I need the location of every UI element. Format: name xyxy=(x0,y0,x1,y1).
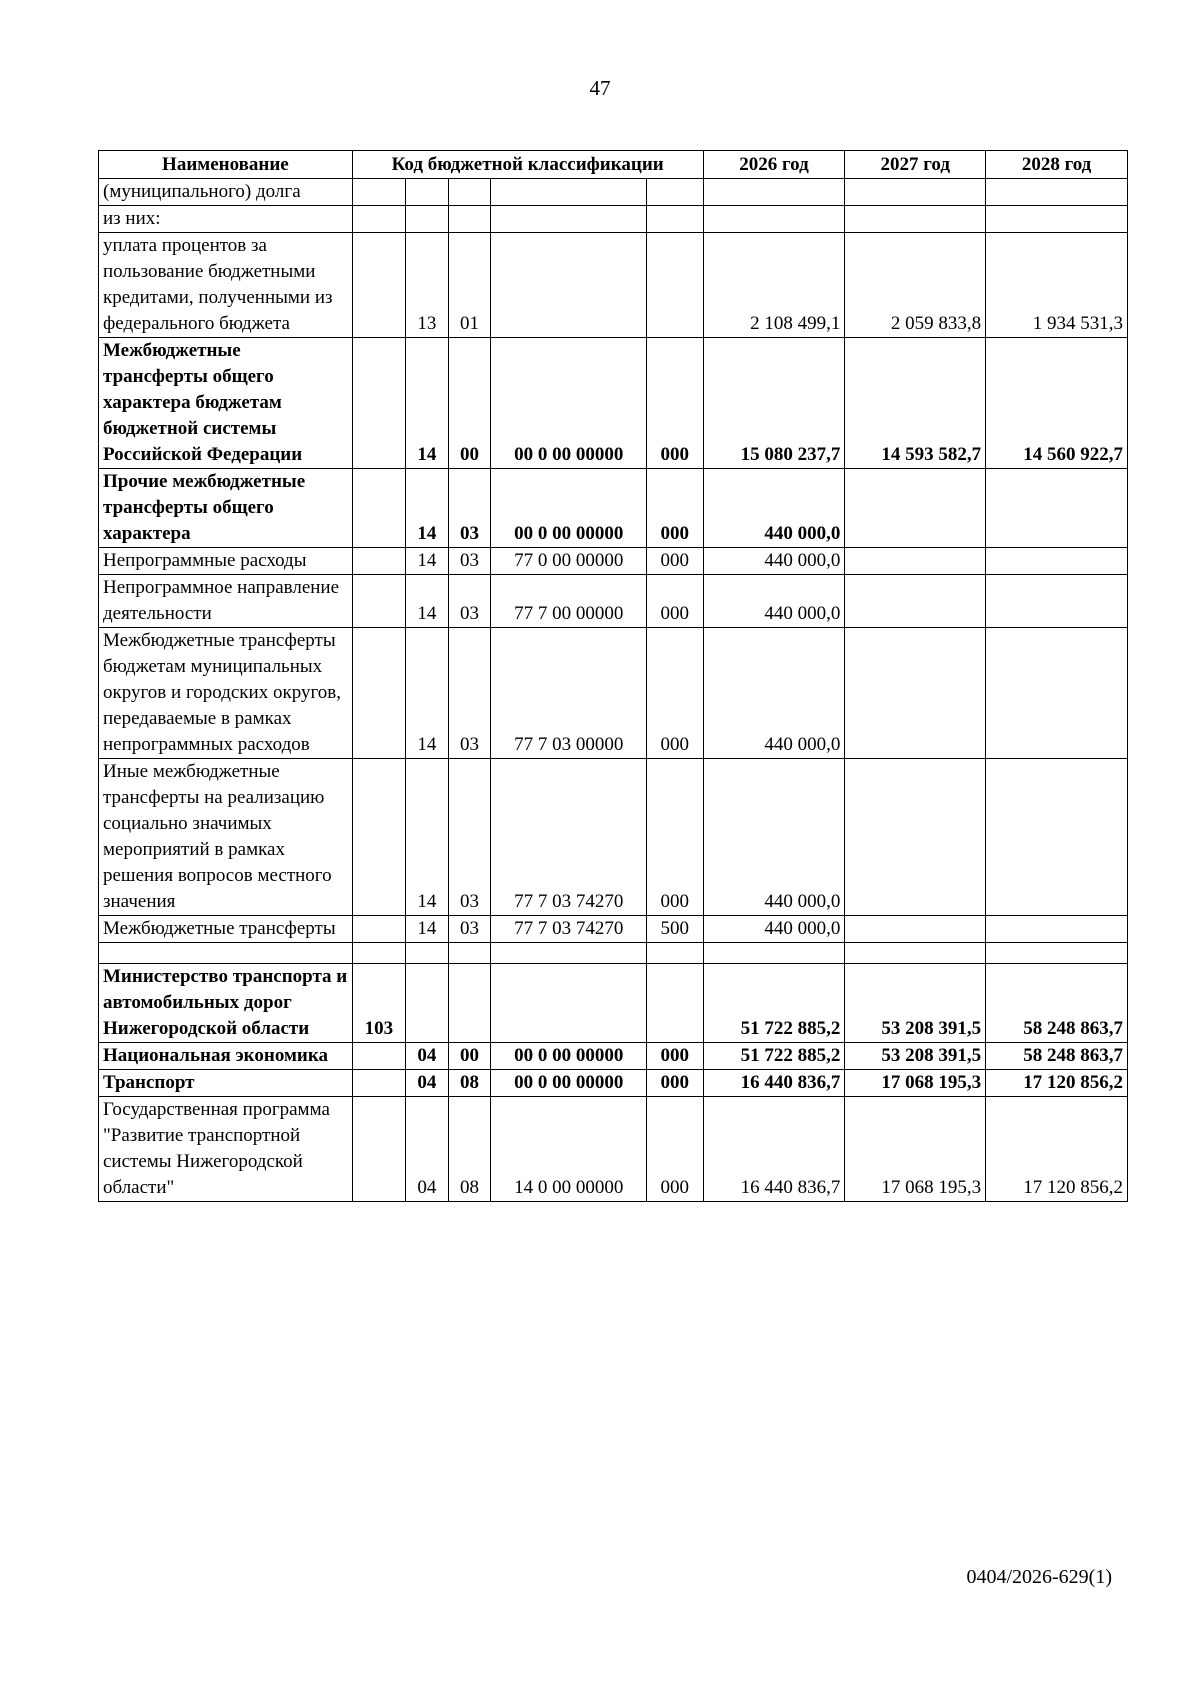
expense-type: 000 xyxy=(647,469,704,548)
row-name: Министерство транспорта и автомобильных дорог Нижегородской области xyxy=(99,964,353,1043)
section-code: 04 xyxy=(406,1043,449,1070)
table-row xyxy=(99,916,1128,943)
section-code: 14 xyxy=(406,628,449,759)
value-2026: 440 000,0 xyxy=(703,916,845,943)
ministry-code xyxy=(352,1043,405,1070)
value-2026: 440 000,0 xyxy=(703,628,845,759)
value-2027 xyxy=(845,548,986,575)
section-code: 14 xyxy=(406,759,449,916)
value-2026: 2 108 499,1 xyxy=(703,233,845,338)
value-2028: 14 560 922,7 xyxy=(986,338,1128,469)
subsection-code: 08 xyxy=(448,1097,491,1202)
value-2027 xyxy=(845,916,986,943)
ministry-code xyxy=(352,469,405,548)
table-row xyxy=(99,469,1128,548)
table-row xyxy=(99,628,1128,759)
target-code xyxy=(491,943,647,964)
value-2026: 16 440 836,7 xyxy=(703,1070,845,1097)
table-row xyxy=(99,575,1128,628)
value-2026: 15 080 237,7 xyxy=(703,338,845,469)
ministry-code xyxy=(352,575,405,628)
subsection-code: 03 xyxy=(448,759,491,916)
section-code xyxy=(406,943,449,964)
value-2027 xyxy=(845,179,986,206)
value-2027 xyxy=(845,575,986,628)
row-name: Прочие межбюджетные трансферты общего характера xyxy=(99,469,353,548)
table-row xyxy=(99,206,1128,233)
value-2027: 17 068 195,3 xyxy=(845,1070,986,1097)
ministry-code xyxy=(352,1070,405,1097)
section-code: 13 xyxy=(406,233,449,338)
target-code xyxy=(491,179,647,206)
header-2027: 2027 год xyxy=(845,151,986,179)
value-2026 xyxy=(703,943,845,964)
subsection-code: 08 xyxy=(448,1070,491,1097)
row-name: Межбюджетные трансферты общего характера бюджетам бюджетной системы Российской Федерации xyxy=(99,338,353,469)
row-name: Межбюджетные трансферты бюджетам муниципальных округов и городских округов, передаваемые в рамках непрограммных расходов xyxy=(99,628,353,759)
subsection-code: 03 xyxy=(448,916,491,943)
table-row xyxy=(99,964,1128,1043)
subsection-code xyxy=(448,964,491,1043)
section-code: 04 xyxy=(406,1097,449,1202)
table-row xyxy=(99,1097,1128,1202)
target-code xyxy=(491,233,647,338)
section-code: 04 xyxy=(406,1070,449,1097)
expense-type: 000 xyxy=(647,548,704,575)
value-2027: 53 208 391,5 xyxy=(845,1043,986,1070)
value-2028 xyxy=(986,206,1128,233)
value-2027: 14 593 582,7 xyxy=(845,338,986,469)
target-code: 14 0 00 00000 xyxy=(491,1097,647,1202)
value-2028 xyxy=(986,548,1128,575)
subsection-code: 01 xyxy=(448,233,491,338)
value-2026: 440 000,0 xyxy=(703,759,845,916)
page-number: 47 xyxy=(589,76,611,100)
subsection-code: 03 xyxy=(448,469,491,548)
row-name: из них: xyxy=(99,206,353,233)
target-code: 77 0 00 00000 xyxy=(491,548,647,575)
row-name: Иные межбюджетные трансферты на реализацию социально значимых мероприятий в рамках решения вопросов местного значения xyxy=(99,759,353,916)
target-code xyxy=(491,964,647,1043)
subsection-code: 03 xyxy=(448,628,491,759)
section-code: 14 xyxy=(406,916,449,943)
ministry-code xyxy=(352,338,405,469)
expense-type: 500 xyxy=(647,916,704,943)
subsection-code: 00 xyxy=(448,338,491,469)
subsection-code: 00 xyxy=(448,1043,491,1070)
row-name: уплата процентов за пользование бюджетными кредитами, полученными из федерального бюджета xyxy=(99,233,353,338)
target-code xyxy=(491,206,647,233)
value-2028 xyxy=(986,916,1128,943)
target-code: 00 0 00 00000 xyxy=(491,469,647,548)
ministry-code xyxy=(352,206,405,233)
value-2028 xyxy=(986,179,1128,206)
expense-type: 000 xyxy=(647,1070,704,1097)
ministry-code xyxy=(352,916,405,943)
value-2026: 51 722 885,2 xyxy=(703,1043,845,1070)
row-name: (муниципального) долга xyxy=(99,179,353,206)
expense-type xyxy=(647,179,704,206)
ministry-code xyxy=(352,179,405,206)
value-2026: 51 722 885,2 xyxy=(703,964,845,1043)
value-2028 xyxy=(986,759,1128,916)
ministry-code xyxy=(352,943,405,964)
section-code: 14 xyxy=(406,469,449,548)
value-2028: 17 120 856,2 xyxy=(986,1070,1128,1097)
target-code: 00 0 00 00000 xyxy=(491,338,647,469)
table-header-row xyxy=(99,151,1128,179)
value-2028 xyxy=(986,943,1128,964)
header-code: Код бюджетной классификации xyxy=(352,151,703,179)
budget-table xyxy=(98,150,1128,1202)
target-code: 77 7 00 00000 xyxy=(491,575,647,628)
value-2028 xyxy=(986,575,1128,628)
subsection-code xyxy=(448,206,491,233)
row-name: Национальная экономика xyxy=(99,1043,353,1070)
row-name: Непрограммное направление деятельности xyxy=(99,575,353,628)
value-2027 xyxy=(845,943,986,964)
value-2027: 53 208 391,5 xyxy=(845,964,986,1043)
header-name: Наименование xyxy=(99,151,353,179)
subsection-code xyxy=(448,179,491,206)
row-name: Государственная программа "Развитие транспортной системы Нижегородской области" xyxy=(99,1097,353,1202)
table-row xyxy=(99,1043,1128,1070)
value-2028: 58 248 863,7 xyxy=(986,1043,1128,1070)
table-row xyxy=(99,1070,1128,1097)
target-code: 00 0 00 00000 xyxy=(491,1043,647,1070)
expense-type xyxy=(647,206,704,233)
value-2028: 17 120 856,2 xyxy=(986,1097,1128,1202)
expense-type: 000 xyxy=(647,575,704,628)
row-name: Межбюджетные трансферты xyxy=(99,916,353,943)
value-2028 xyxy=(986,628,1128,759)
value-2026: 16 440 836,7 xyxy=(703,1097,845,1202)
value-2026 xyxy=(703,206,845,233)
section-code: 14 xyxy=(406,575,449,628)
subsection-code: 03 xyxy=(448,575,491,628)
value-2026: 440 000,0 xyxy=(703,575,845,628)
value-2027 xyxy=(845,206,986,233)
expense-type xyxy=(647,964,704,1043)
value-2026: 440 000,0 xyxy=(703,548,845,575)
value-2028 xyxy=(986,469,1128,548)
header-2028: 2028 год xyxy=(986,151,1128,179)
section-code xyxy=(406,964,449,1043)
row-name: Транспорт xyxy=(99,1070,353,1097)
section-code: 14 xyxy=(406,338,449,469)
ministry-code: 103 xyxy=(352,964,405,1043)
section-code xyxy=(406,206,449,233)
value-2027 xyxy=(845,628,986,759)
expense-type: 000 xyxy=(647,628,704,759)
table-row xyxy=(99,179,1128,206)
ministry-code xyxy=(352,628,405,759)
document-code: 0404/2026-629(1) xyxy=(966,1566,1112,1588)
value-2027 xyxy=(845,469,986,548)
table-row xyxy=(99,548,1128,575)
value-2027: 17 068 195,3 xyxy=(845,1097,986,1202)
value-2027: 2 059 833,8 xyxy=(845,233,986,338)
target-code: 77 7 03 74270 xyxy=(491,916,647,943)
ministry-code xyxy=(352,233,405,338)
ministry-code xyxy=(352,1097,405,1202)
expense-type: 000 xyxy=(647,338,704,469)
target-code: 77 7 03 00000 xyxy=(491,628,647,759)
expense-type xyxy=(647,943,704,964)
subsection-code: 03 xyxy=(448,548,491,575)
table-row xyxy=(99,233,1128,338)
value-2026 xyxy=(703,179,845,206)
row-name xyxy=(99,943,353,964)
header-2026: 2026 год xyxy=(703,151,845,179)
ministry-code xyxy=(352,548,405,575)
value-2028: 1 934 531,3 xyxy=(986,233,1128,338)
expense-type: 000 xyxy=(647,1097,704,1202)
target-code: 00 0 00 00000 xyxy=(491,1070,647,1097)
value-2026: 440 000,0 xyxy=(703,469,845,548)
expense-type: 000 xyxy=(647,759,704,916)
table-row xyxy=(99,759,1128,916)
value-2027 xyxy=(845,759,986,916)
subsection-code xyxy=(448,943,491,964)
expense-type: 000 xyxy=(647,1043,704,1070)
table-row xyxy=(99,338,1128,469)
section-code: 14 xyxy=(406,548,449,575)
row-name: Непрограммные расходы xyxy=(99,548,353,575)
table-row xyxy=(99,943,1128,964)
section-code xyxy=(406,179,449,206)
target-code: 77 7 03 74270 xyxy=(491,759,647,916)
expense-type xyxy=(647,233,704,338)
ministry-code xyxy=(352,759,405,916)
value-2028: 58 248 863,7 xyxy=(986,964,1128,1043)
